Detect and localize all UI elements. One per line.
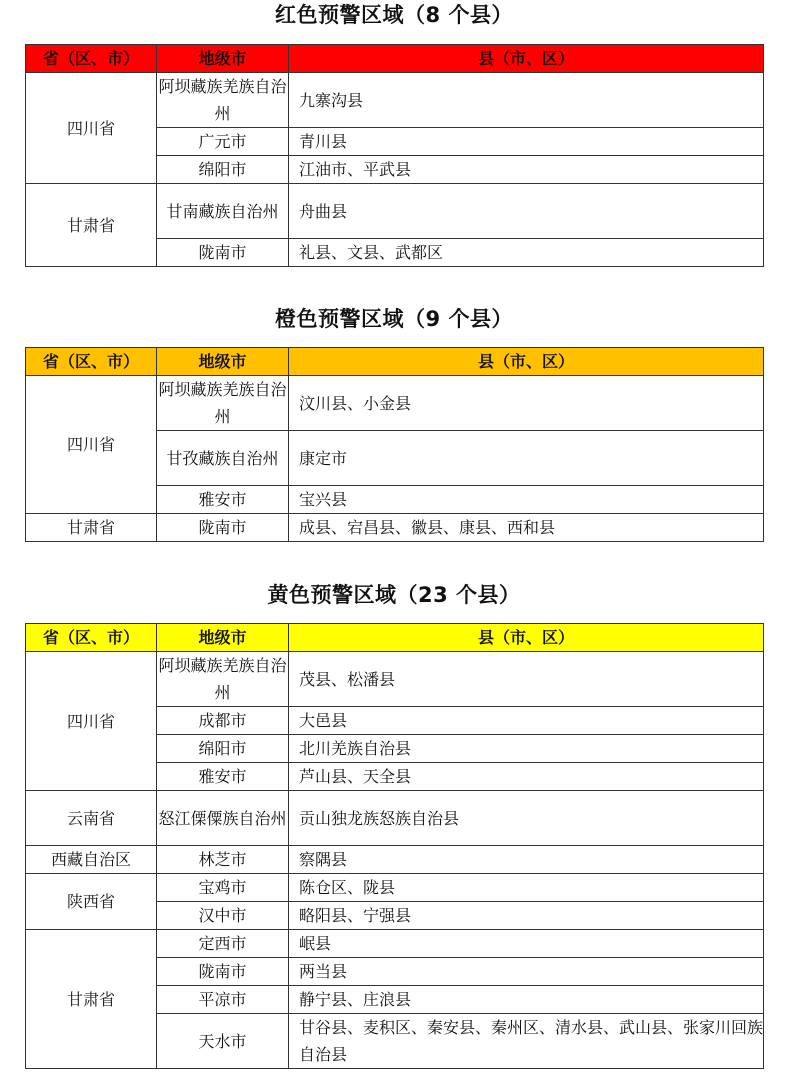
header-city: 地级市 xyxy=(157,45,289,73)
county-cell: 茂县、松潘县 xyxy=(289,652,764,707)
county-cell: 九寨沟县 xyxy=(289,73,764,128)
section-title: 橙色预警区域（9 个县） xyxy=(275,307,513,331)
county-cell: 汶川县、小金县 xyxy=(289,376,764,431)
header-county: 县（市、区） xyxy=(289,45,764,73)
city-cell: 绵阳市 xyxy=(157,735,289,763)
county-cell: 北川羌族自治县 xyxy=(289,735,764,763)
province-cell: 陕西省 xyxy=(26,874,157,930)
warning-table xyxy=(25,347,764,542)
county-cell: 芦山县、天全县 xyxy=(289,763,764,791)
header-city: 地级市 xyxy=(157,348,289,376)
table-row xyxy=(26,874,764,902)
city-cell: 雅安市 xyxy=(157,763,289,791)
city-cell: 陇南市 xyxy=(157,239,289,267)
province-cell: 西藏自治区 xyxy=(26,846,157,874)
table-row xyxy=(26,184,764,239)
county-cell: 礼县、文县、武都区 xyxy=(289,239,764,267)
header-province: 省（区、市） xyxy=(26,348,157,376)
table-header-row xyxy=(26,624,764,652)
city-cell: 阿坝藏族羌族自治州 xyxy=(157,73,289,128)
province-cell: 四川省 xyxy=(26,73,157,184)
county-cell: 康定市 xyxy=(289,431,764,486)
table-row xyxy=(26,930,764,958)
header-county: 县（市、区） xyxy=(289,348,764,376)
table-row xyxy=(26,652,764,707)
province-cell: 四川省 xyxy=(26,652,157,791)
county-cell: 贡山独龙族怒族自治县 xyxy=(289,791,764,846)
county-cell: 静宁县、庄浪县 xyxy=(289,986,764,1014)
table-row xyxy=(26,73,764,128)
orange-warning-section xyxy=(0,304,788,537)
red-warning-section xyxy=(0,0,788,262)
city-cell: 天水市 xyxy=(157,1014,289,1069)
warning-table xyxy=(25,623,764,1069)
table-header-row xyxy=(26,45,764,73)
city-cell: 雅安市 xyxy=(157,486,289,514)
county-cell: 察隅县 xyxy=(289,846,764,874)
city-cell: 陇南市 xyxy=(157,514,289,542)
header-county: 县（市、区） xyxy=(289,624,764,652)
province-cell: 甘肃省 xyxy=(26,930,157,1069)
county-cell: 江油市、平武县 xyxy=(289,156,764,184)
city-cell: 成都市 xyxy=(157,707,289,735)
city-cell: 甘孜藏族自治州 xyxy=(157,431,289,486)
county-cell: 陈仓区、陇县 xyxy=(289,874,764,902)
table-row xyxy=(26,514,764,542)
city-cell: 怒江傈僳族自治州 xyxy=(157,791,289,846)
section-title: 红色预警区域（8 个县） xyxy=(275,3,513,27)
county-cell: 大邑县 xyxy=(289,707,764,735)
city-cell: 汉中市 xyxy=(157,902,289,930)
section-title: 黄色预警区域（23 个县） xyxy=(267,583,521,607)
yellow-warning-section xyxy=(0,580,788,1064)
county-cell: 甘谷县、麦积区、秦安县、秦州区、清水县、武山县、张家川回族自治县 xyxy=(289,1014,764,1069)
table-row xyxy=(26,376,764,431)
county-cell: 成县、宕昌县、徽县、康县、西和县 xyxy=(289,514,764,542)
table-row xyxy=(26,791,764,846)
county-cell: 青川县 xyxy=(289,128,764,156)
city-cell: 宝鸡市 xyxy=(157,874,289,902)
city-cell: 定西市 xyxy=(157,930,289,958)
city-cell: 平凉市 xyxy=(157,986,289,1014)
city-cell: 陇南市 xyxy=(157,958,289,986)
city-cell: 广元市 xyxy=(157,128,289,156)
county-cell: 岷县 xyxy=(289,930,764,958)
warning-table xyxy=(25,44,764,267)
city-cell: 林芝市 xyxy=(157,846,289,874)
table-header-row xyxy=(26,348,764,376)
province-cell: 云南省 xyxy=(26,791,157,846)
header-province: 省（区、市） xyxy=(26,45,157,73)
province-cell: 甘肃省 xyxy=(26,184,157,267)
county-cell: 宝兴县 xyxy=(289,486,764,514)
city-cell: 阿坝藏族羌族自治州 xyxy=(157,376,289,431)
province-cell: 四川省 xyxy=(26,376,157,514)
county-cell: 两当县 xyxy=(289,958,764,986)
county-cell: 略阳县、宁强县 xyxy=(289,902,764,930)
table-row xyxy=(26,846,764,874)
city-cell: 甘南藏族自治州 xyxy=(157,184,289,239)
province-cell: 甘肃省 xyxy=(26,514,157,542)
header-city: 地级市 xyxy=(157,624,289,652)
city-cell: 绵阳市 xyxy=(157,156,289,184)
header-province: 省（区、市） xyxy=(26,624,157,652)
county-cell: 舟曲县 xyxy=(289,184,764,239)
city-cell: 阿坝藏族羌族自治州 xyxy=(157,652,289,707)
